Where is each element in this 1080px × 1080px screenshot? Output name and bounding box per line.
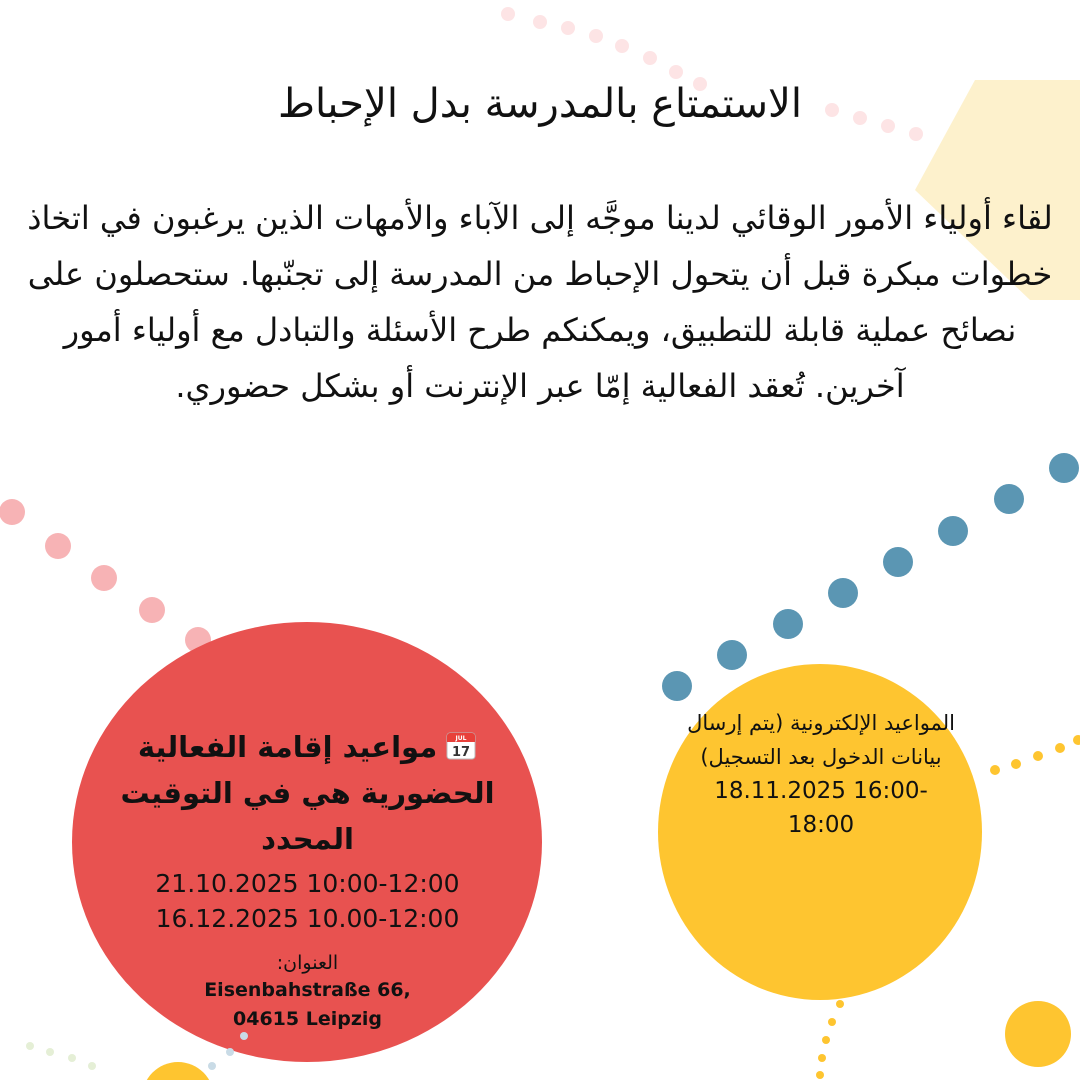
in-person-dates bbox=[105, 866, 510, 936]
yellow-dots-right bbox=[990, 735, 1080, 775]
in-person-date-1: 21.10.2025 10:00-12:00 bbox=[155, 869, 460, 898]
svg-text:JUL: JUL bbox=[455, 735, 467, 742]
yellow-dot-large bbox=[1005, 1001, 1071, 1067]
in-person-heading bbox=[105, 724, 510, 862]
online-date: 18.11.2025 16:00-18:00 bbox=[714, 778, 928, 838]
page-title: الاستمتاع بالمدرسة بدل الإحباط bbox=[278, 81, 802, 127]
in-person-info bbox=[105, 724, 510, 1034]
pink-dots-left bbox=[0, 499, 211, 653]
address-line-2: 04615 Leipzig bbox=[233, 1008, 382, 1030]
in-person-date-2: 16.12.2025 10.00-12:00 bbox=[155, 904, 460, 933]
yellow-dot-bottom-left bbox=[142, 1062, 214, 1080]
intro-paragraph: لقاء أولياء الأمور الوقائي لدينا موجَّه إلى الآباء والأمهات الذين يرغبون في اتخاذ خطوات مبكرة قبل أن يتحول الإحباط من المدرسة إلى تجنّبها. ستحصلون على نصائح عملية قابلة للتطبيق، ويمكنكم طرح الأسئلة والتبادل مع أولياء أمور آخرين. تُعقد الفعالية إمّا عبر الإنترنت أو بشكل حضوري. bbox=[27, 199, 1053, 405]
in-person-heading-text: مواعيد إقامة الفعالية الحضورية هي في التوقيت المحدد bbox=[120, 730, 495, 856]
online-info bbox=[682, 706, 960, 842]
online-description: المواعيد الإلكترونية (يتم إرسال بيانات الدخول بعد التسجيل) bbox=[687, 711, 955, 769]
blue-dots bbox=[662, 453, 1079, 701]
svg-text:17: 17 bbox=[452, 745, 471, 760]
address bbox=[105, 976, 510, 1034]
calendar-icon bbox=[445, 729, 477, 761]
address-line-1: Eisenbahstraße 66, bbox=[204, 979, 411, 1001]
address-label: العنوان: bbox=[276, 952, 339, 974]
